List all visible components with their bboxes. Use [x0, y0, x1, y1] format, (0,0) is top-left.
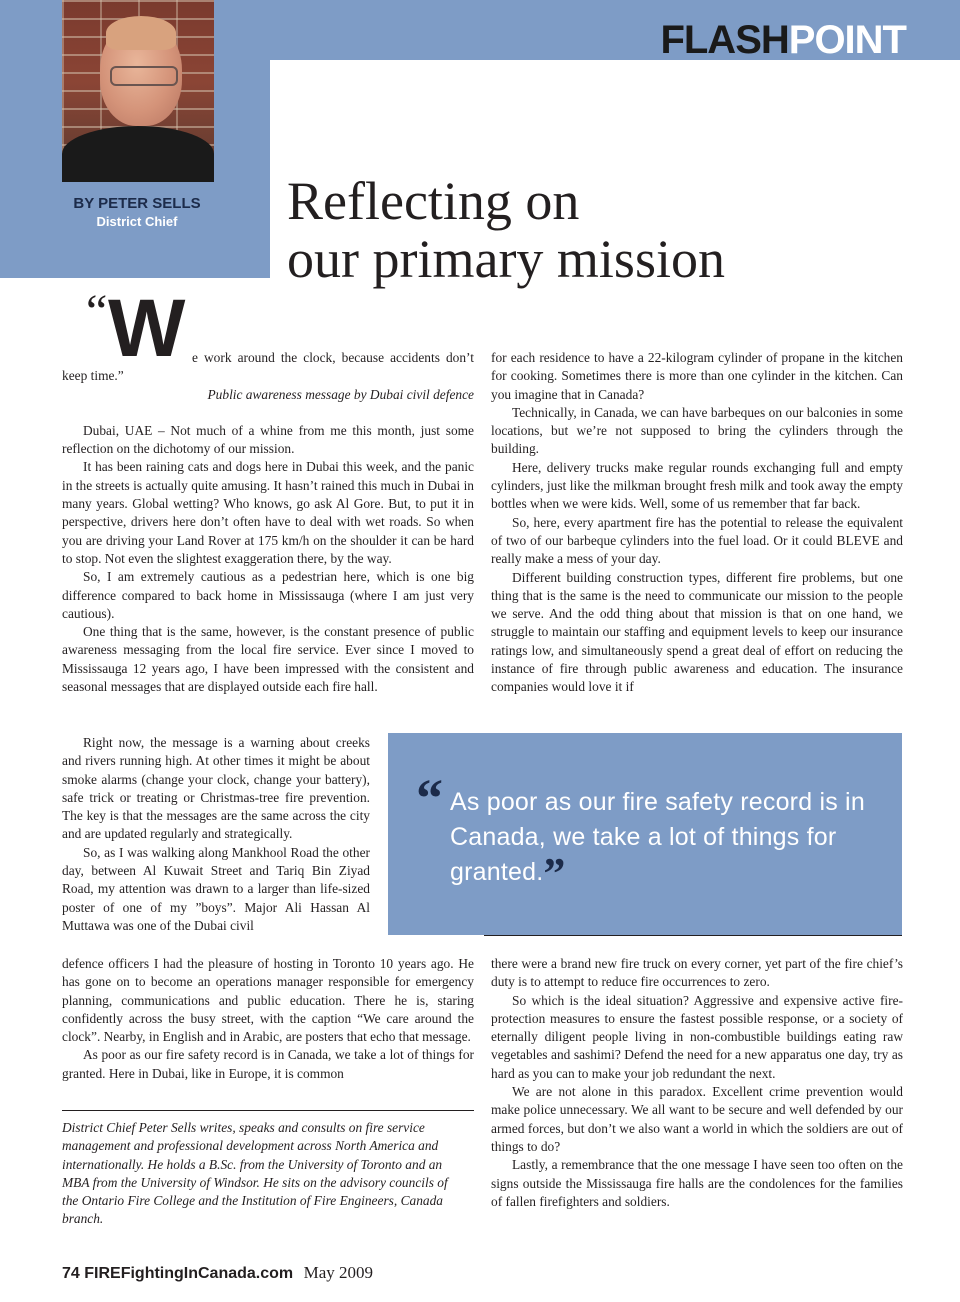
pull-quote-close-mark: ”	[543, 849, 566, 898]
paragraph: So, I am extremely cautious as a pedestrian here, which is one big difference compared to back home in Mississauga (where I am just very cautious).	[62, 569, 474, 621]
paragraph: defence officers I had the pleasure of hosting in Toronto 10 years ago. He has gone on to become an operations manager responsible for emergency planning, communications and public education. There he is, staring confidently across the busy street, with the caption “We care around the clock”. Nearby, in English and in Arabic, are posters that echo that message.	[62, 956, 474, 1045]
site-name: FIREFightingInCanada.com	[84, 1265, 294, 1282]
column-2-top	[491, 349, 903, 697]
pull-quote-text	[450, 785, 880, 898]
paragraph: Dubai, UAE – Not much of a whine from me this month, just some reflection on the dichotomy of our mission.	[62, 422, 474, 457]
column-1-top	[62, 349, 474, 696]
paragraph: One thing that is the same, however, is the constant presence of public awareness messaging from the local fire service. Ever since I moved to Mississauga 12 years ago, I have been impressed with the consistent and seasonal messages that are displayed outside each fire hall.	[62, 624, 474, 695]
pull-quote-rule	[484, 935, 902, 936]
byline	[62, 195, 212, 231]
drop-cap: W	[108, 283, 183, 374]
paragraph: It has been raining cats and dogs here in Dubai this week, and the panic in the streets is actually quite amusing. It hasn’t rained this much in Dubai in many years. Global wetting? Who knows, go ask Al Gore. But, to put it in perspective, drivers here don’t often have to deal with wet roads. So when you are driving your Land Rover at 175 km/h on the shoulder it can be hard to stop. Not even the slightest exaggeration there, by the way.	[62, 459, 474, 566]
paragraph: Technically, in Canada, we can have barbeques on our balconies in some locations, but we’re not supposed to bring the cylinders through the building.	[491, 404, 903, 457]
title-line-2: our primary mission	[287, 229, 725, 289]
pull-quote-body: As poor as our fire safety record is in Canada, we take a lot of things for granted.	[450, 788, 865, 886]
attribution: Public awareness message by Dubai civil defence	[207, 386, 474, 402]
paragraph: As poor as our fire safety record is in Canada, we take a lot of things for granted. Here in Dubai, like in Europe, it is common	[62, 1047, 474, 1081]
masthead-point: POINT	[788, 18, 906, 62]
masthead-flash: FLASH	[660, 18, 789, 62]
lead-paragraph: e work around the clock, because accidents don’t keep time.”	[62, 350, 474, 384]
page-footer	[62, 1263, 373, 1283]
paragraph: there were a brand new fire truck on every corner, yet part of the fire chief’s duty is to attempt to reduce fire occurrences to zero.	[491, 956, 903, 990]
pull-quote-open-mark: “	[416, 768, 443, 828]
paragraph: We are not alone in this paradox. Excellent crime prevention would make police unnecessary. We all want to be secure and well defended by our armed forces, but don’t we also want a world in which the soldiers are out of things to do?	[491, 1084, 903, 1154]
paragraph: So, as I was walking along Mankhool Road the other day, between Al Kuwait Street and Tariq Bin Ziyad Road, my attention was drawn to a larger than life-sized poster of one of my ”boys”. Major Ali Hassan Al Muttawa was one of the Dubai civil	[62, 844, 370, 933]
author-bio: District Chief Peter Sells writes, speaks and consults on fire service management and professional development across North America and internationally. He holds a B.Sc. from the University of Toronto and an MBA from the University of Windsor. He sits on the advisory councils of the Ontario Fire College and the Institution of Fire Engineers, Canada branch.	[62, 1120, 448, 1227]
author-role: District Chief	[96, 214, 178, 229]
paragraph: Here, delivery trucks make regular rounds exchanging full and empty cylinders, just like the milkman brought fresh milk and took away the empty bottles when we were kids. Well, some of us remember that far back.	[491, 459, 903, 512]
paragraph: for each residence to have a 22-kilogram cylinder of propane in the kitchen for cooking. Sometimes there is more than one cylinder in the kitchen. Can you imagine that in Canada?	[491, 350, 903, 402]
column-1-narrow	[62, 734, 370, 935]
author-photo	[62, 0, 214, 182]
bio-divider	[62, 1110, 474, 1111]
paragraph: So, here, every apartment fire has the potential to release the equivalent of two of our barbeque cylinders into the fuel load. Or it could BLEVE and really make a mess of your day.	[491, 514, 903, 567]
section-masthead	[660, 18, 906, 62]
column-1-bottom	[62, 955, 474, 1083]
article-title	[287, 172, 725, 288]
paragraph: So which is the ideal situation? Aggressive and expensive active fire-protection measures to ensure the fastest possible response, or a society of eternally diligent people living in non-combustible buildings eating raw vegetables and sashimi? Defend the need for a new apparatus one day, try as hard as you can to make your job redundant the next.	[491, 992, 903, 1081]
issue-date: May 2009	[303, 1263, 374, 1282]
title-line-1: Reflecting on	[287, 171, 580, 231]
author-name: BY PETER SELLS	[73, 195, 201, 212]
lead-open-quote: “	[86, 285, 108, 338]
page-number: 74	[62, 1265, 80, 1282]
column-2-bottom	[491, 955, 903, 1211]
paragraph: Different building construction types, different fire problems, but one thing that is the same is the need to communicate our mission to the people we serve. And the odd thing about that mission is that on one hand, we struggle to maintain our staffing and equipment levels to keep our insurance ratings low, and simultaneously spend a great deal of effort on reducing the instance of fire through public awareness and education. The insurance companies would love it if	[491, 569, 903, 695]
paragraph: Right now, the message is a warning about creeks and rivers running high. At other times it might be about smoke alarms (change your clock, change your battery), safe trick or treating or Christmas-tree fire prevention. The key is that the messages are the same across the city and are updated regularly and strategically.	[62, 735, 370, 842]
pull-quote	[388, 733, 902, 935]
paragraph: Lastly, a remembrance that the one message I have seen too often on the signs outside the Mississauga fire halls are the condolences for the families of fallen firefighters and soldiers.	[491, 1157, 903, 1209]
